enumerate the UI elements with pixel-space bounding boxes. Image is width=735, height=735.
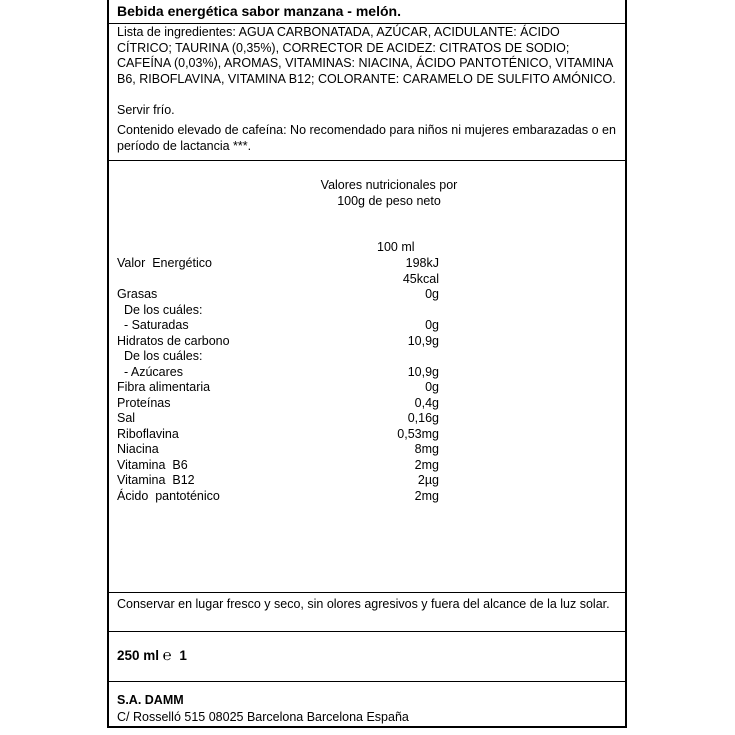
nutrient-label: Niacina	[117, 442, 159, 456]
ingredients-section	[109, 23, 625, 161]
nutrient-label: - Azúcares	[117, 364, 183, 379]
nutrition-section	[109, 160, 625, 593]
nutrient-value: 0g	[425, 380, 439, 394]
nutrition-header-1: Valores nutricionales por	[320, 178, 458, 192]
nutrient-value: 2mg	[414, 457, 439, 472]
product-title: Bebida energética sabor manzana - melón.	[117, 3, 401, 19]
nutrient-label: De los cuáles:	[117, 349, 203, 363]
company-section	[109, 681, 625, 728]
nutrient-label: De los cuáles:	[117, 302, 203, 317]
nutrient-label: Fibra alimentaria	[117, 380, 211, 394]
unit-count: 1	[179, 648, 187, 663]
nutrient-value: 198kJ	[405, 256, 439, 270]
nutrient-label: Sal	[117, 411, 136, 425]
quantity-section	[109, 631, 625, 682]
storage-instructions: Conservar en lugar fresco y seco, sin olores agresivos y fuera del alcance de la luz solar.	[117, 597, 610, 611]
ingredients-list: Lista de ingredientes: AGUA CARBONATADA, AZÚCAR, ACIDULANTE: ÁCIDO CÍTRICO; TAURINA (0,35%), CORRECTOR DE ACIDEZ: CITRATOS DE SODIO; CAFEÍNA (0,03%), AROMAS, VITAMINAS: NIACINA, ÁCIDO PANTOTÉNICO, VITAMINA B6, RIBOFLAVINA, VITAMINA B12; COLORANTE: CARAMELO DE SULFITO AMÓNICO.	[117, 25, 616, 86]
nutrient-label: Vitamina B6	[117, 457, 188, 472]
nutrient-value: 10,9g	[407, 364, 439, 379]
nutrient-label: Vitamina B12	[117, 473, 195, 487]
company-address: C/ Rosselló 515 08025 Barcelona Barcelona España	[117, 710, 409, 724]
nutrient-value: 0,16g	[407, 411, 439, 425]
nutrient-label: Valor Energético	[117, 256, 212, 270]
serve-instruction: Servir frío.	[117, 103, 175, 117]
nutrient-label: Riboflavina	[117, 426, 179, 441]
product-label	[107, 0, 627, 728]
nutrient-value: 45kcal	[402, 271, 439, 286]
nutrient-value: 2mg	[414, 488, 439, 503]
estimated-sign-icon: ℮	[162, 647, 172, 664]
company-name: S.A. DAMM	[117, 693, 184, 707]
volume: 250 ml	[117, 648, 160, 663]
nutrient-value: 10,9g	[407, 333, 439, 348]
nutrient-label: Proteínas	[117, 395, 171, 410]
storage-section	[109, 592, 625, 632]
nutrition-header-2: 100g de peso neto	[337, 194, 441, 208]
nutrient-label: - Saturadas	[117, 318, 189, 332]
title-row	[109, 0, 625, 24]
net-quantity	[117, 648, 187, 664]
nutrient-value: 0,53mg	[397, 426, 439, 441]
nutrient-value: 2µg	[417, 473, 439, 487]
nutrient-label: Hidratos de carbono	[117, 333, 230, 348]
nutrient-value: 0,4g	[414, 395, 439, 410]
nutrition-column-header: 100 ml	[377, 240, 415, 254]
nutrient-value: 0g	[425, 287, 439, 301]
nutrient-label: Ácido pantoténico	[117, 488, 220, 503]
nutrient-value: 8mg	[414, 442, 439, 456]
nutrient-label: Grasas	[117, 287, 158, 301]
nutrient-value: 0g	[425, 318, 439, 332]
caffeine-warning: Contenido elevado de cafeína: No recomendado para niños ni mujeres embarazadas o en período de lactancia ***.	[117, 123, 616, 153]
